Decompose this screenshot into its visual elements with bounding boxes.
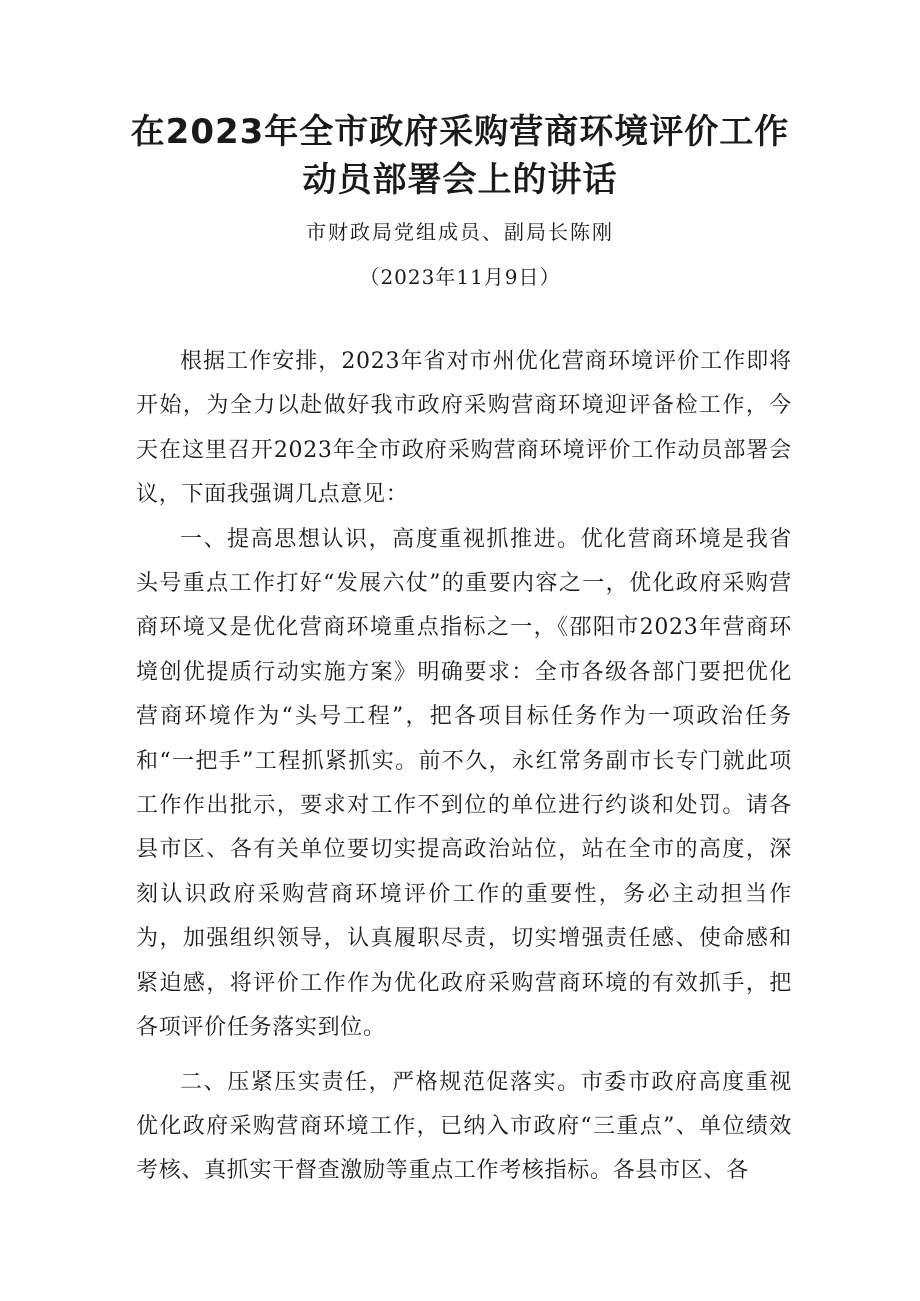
document-date: （2023年11月9日） xyxy=(359,265,561,289)
document-author: 市财政局党组成员、副局长陈刚 xyxy=(306,220,614,244)
paragraph-section-1: 一、提高思想认识，高度重视抓推进。优化营商环境是我省头号重点工作打好“发展六仗”的重要内容之一，优化政府采购营商环境又是优化营商环境重点指标之一，《邵阳市2023年营商环境创优提质行动实施方案》明确要求：全市各级各部门要把优化营商环境作为“头号工程”，把各项目标任务作为一项政治任务和“一把手”工程抓紧抓实。前不久，永红常务副市长专门就此项工作作出批示，要求对工作不到位的单位进行约谈和处罚。请各县市区、各有关单位要切实提高政治站位，站在全市的高度，深刻认识政府采购营商环境评价工作的重要性，务必主动担当作为，加强组织领导，认真履职尽责，切实增强责任感、使命感和紧迫感，将评价工作作为优化政府采购营商环境的有效抓手，把各项评价任务落实到位。 xyxy=(136,526,792,1041)
document-title-line2: 动员部署会上的讲话 xyxy=(302,160,618,200)
paragraph-section-2: 二、压紧压实责任，严格规范促落实。市委市政府高度重视优化政府采购营商环境工作，已纳入市政府“三重点”、单位绩效考核、真抓实干督查激励等重点工作考核指标。各县市区、各 xyxy=(136,1069,792,1184)
document-title-line1: 在2023年全市政府采购营商环境评价工作 xyxy=(130,112,790,152)
paragraph-intro: 根据工作安排，2023年省对市州优化营商环境评价工作即将开始，为全力以赴做好我市政府采购营商环境迎评备检工作，今天在这里召开2023年全市政府采购营商环境评价工作动员部署会议，下面我强调几点意见： xyxy=(136,349,792,508)
document-body xyxy=(136,340,792,1194)
